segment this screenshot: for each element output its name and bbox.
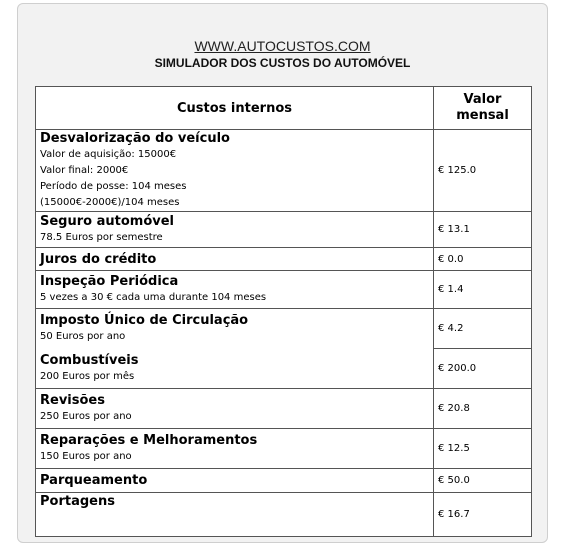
- cost-title: Revisões: [40, 393, 105, 408]
- col-header-monthly-value: Valor mensal: [434, 87, 532, 130]
- cost-cell: [36, 212, 434, 248]
- table-row: [36, 309, 532, 349]
- cost-cell: [36, 248, 434, 271]
- cost-detail: 150 Euros por ano: [40, 451, 132, 462]
- cost-cell: [36, 309, 434, 349]
- cost-title: Juros do crédito: [40, 251, 157, 267]
- value-cell: € 50.0: [434, 469, 532, 493]
- cost-cell: [36, 469, 434, 493]
- table-row: [36, 271, 532, 309]
- costs-table: [35, 86, 532, 537]
- value-cell: € 200.0: [434, 349, 532, 389]
- cost-title: Imposto Único de Circulação: [40, 313, 249, 329]
- cost-cell: [36, 130, 434, 212]
- cost-detail: 5 vezes a 30 € cada uma durante 104 meses: [40, 292, 267, 303]
- value-cell: € 13.1: [434, 212, 532, 248]
- table-row: [36, 429, 532, 469]
- value-cell: € 0.0: [434, 248, 532, 271]
- cost-title: Portagens: [40, 494, 115, 509]
- cost-detail: (15000€-2000€)/104 meses: [40, 197, 180, 208]
- table-row: [36, 493, 532, 537]
- cost-detail: 50 Euros por ano: [40, 331, 126, 343]
- cost-title: Inspeção Periódica: [40, 274, 179, 289]
- cost-cell: [36, 493, 434, 537]
- col-header-internal-costs: Custos internos: [36, 87, 434, 130]
- table-row: [36, 389, 532, 429]
- cost-detail: Período de posse: 104 meses: [40, 181, 187, 192]
- cost-title: Desvalorização do veículo: [40, 131, 230, 146]
- value-cell: € 16.7: [434, 493, 532, 537]
- table-row: [36, 469, 532, 493]
- cost-title: Seguro automóvel: [40, 214, 175, 229]
- table-row: [36, 130, 532, 212]
- cost-cell: [36, 389, 434, 429]
- value-cell: € 20.8: [434, 389, 532, 429]
- cost-title: Combustíveis: [40, 352, 139, 368]
- value-cell: € 125.0: [434, 130, 532, 212]
- table-header-row: [36, 87, 532, 130]
- cost-detail: 250 Euros por ano: [40, 411, 132, 422]
- table-row: [36, 248, 532, 271]
- value-cell: € 12.5: [434, 429, 532, 469]
- cost-cell: [36, 429, 434, 469]
- value-cell: € 4.2: [434, 309, 532, 349]
- cost-detail: Valor final: 2000€: [40, 165, 129, 176]
- value-cell: € 1.4: [434, 271, 532, 309]
- site-link[interactable]: WWW.AUTOCUSTOS.COM: [194, 38, 371, 54]
- simulator-title: SIMULADOR DOS CUSTOS DO AUTOMÓVEL: [154, 56, 411, 70]
- cost-title: Reparações e Melhoramentos: [40, 433, 258, 448]
- cost-detail: 78.5 Euros por semestre: [40, 232, 163, 243]
- cost-title: Parqueamento: [40, 473, 148, 488]
- cost-detail: 200 Euros por mês: [40, 370, 135, 382]
- cost-cell: [36, 271, 434, 309]
- table-row: [36, 349, 532, 389]
- cost-cell: [36, 349, 434, 389]
- table-row: [36, 212, 532, 248]
- cost-detail: Valor de aquisição: 15000€: [40, 149, 177, 160]
